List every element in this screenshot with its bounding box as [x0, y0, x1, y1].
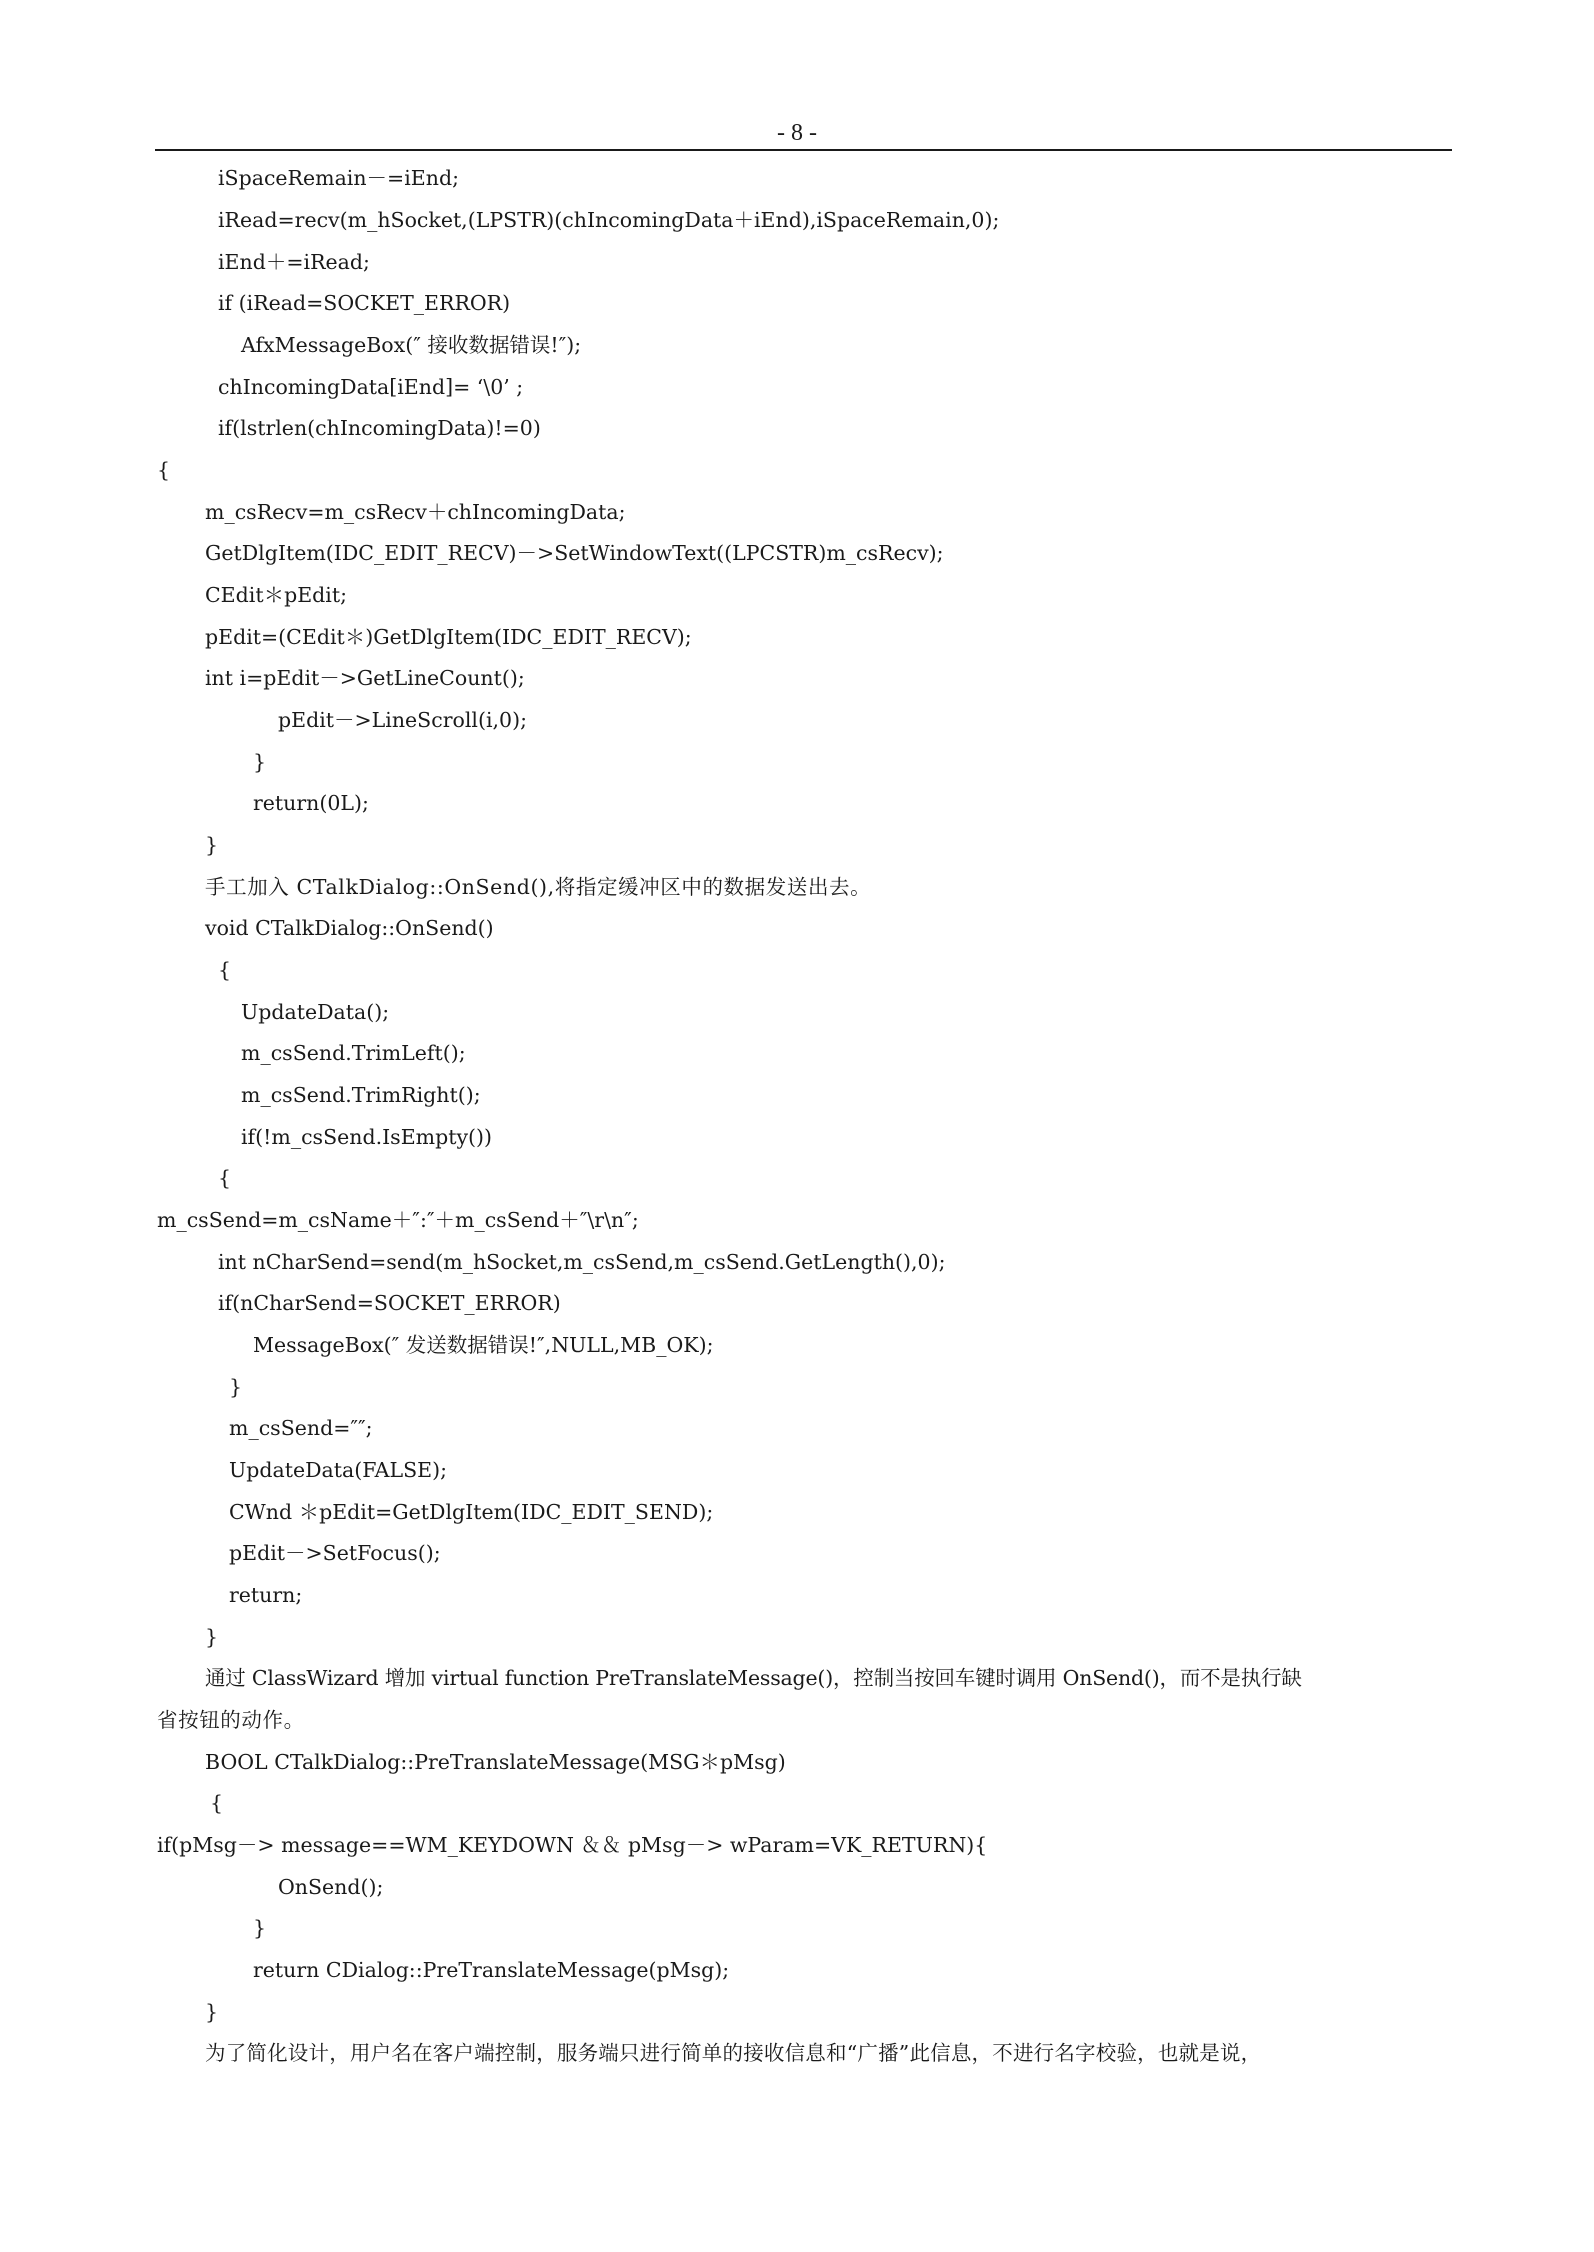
code-line: iRead=recv(m_hSocket,(LPSTR)(chIncomingData＋iEnd),iSpaceRemain,0); — [218, 208, 1000, 232]
code-line: } — [205, 1625, 219, 1649]
code-line: pEdit－>SetFocus(); — [229, 1541, 441, 1565]
code-line: m_csSend=m_csName＋″:″＋m_csSend＋″\r\n″; — [157, 1208, 639, 1232]
code-line: iEnd＋=iRead; — [218, 250, 370, 274]
code-line: m_csSend=″″; — [229, 1416, 373, 1440]
code-line: OnSend(); — [278, 1875, 384, 1899]
code-line: } — [205, 833, 219, 857]
code-line: if(pMsg－> message==WM_KEYDOWN ＆＆ pMsg－> wParam=VK_RETURN){ — [157, 1833, 988, 1857]
code-line: } — [205, 2000, 219, 2024]
code-line: iSpaceRemain－=iEnd; — [218, 166, 459, 190]
code-line: m_csRecv=m_csRecv＋chIncomingData; — [205, 500, 626, 524]
code-line: { — [218, 1166, 232, 1190]
code-line: if(lstrlen(chIncomingData)!=0) — [218, 416, 541, 440]
code-line: void CTalkDialog::OnSend() — [205, 916, 494, 940]
code-line: UpdateData(); — [241, 1000, 390, 1024]
code-line: BOOL CTalkDialog::PreTranslateMessage(MSG＊pMsg) — [205, 1750, 786, 1774]
code-line: UpdateData(FALSE); — [229, 1458, 448, 1482]
code-line: { — [157, 458, 171, 482]
code-line: } — [253, 1916, 267, 1940]
code-line: CEdit＊pEdit; — [205, 583, 347, 607]
code-line: } — [229, 1375, 243, 1399]
code-line: m_csSend.TrimLeft(); — [241, 1041, 466, 1065]
header-rule — [155, 149, 1452, 151]
code-line: { — [218, 958, 232, 982]
paragraph-line: 为了简化设计，用户名在客户端控制，服务端只进行简单的接收信息和“广播”此信息，不进行名字校验，也就是说， — [205, 2041, 1262, 2065]
page-number: - 8 - — [777, 120, 817, 146]
code-line: } — [253, 750, 267, 774]
paragraph-line: 手工加入 CTalkDialog::OnSend(),将指定缓冲区中的数据发送出去。 — [205, 875, 872, 899]
code-line: m_csSend.TrimRight(); — [241, 1083, 481, 1107]
code-line: pEdit－>LineScroll(i,0); — [278, 708, 527, 732]
code-line: if (iRead=SOCKET_ERROR) — [218, 291, 511, 315]
code-line: chIncomingData[iEnd]= ‘\0’ ; — [218, 375, 524, 399]
code-line: return(0L); — [253, 791, 369, 815]
code-line: pEdit=(CEdit＊)GetDlgItem(IDC_EDIT_RECV); — [205, 625, 692, 649]
paragraph-line: 通过 ClassWizard 增加 virtual function PreTranslateMessage()，控制当按回车键时调用 OnSend()，而不是执行缺 — [205, 1666, 1302, 1690]
code-line: if(nCharSend=SOCKET_ERROR) — [218, 1291, 561, 1315]
code-line: return CDialog::PreTranslateMessage(pMsg); — [253, 1958, 730, 1982]
code-line: return; — [229, 1583, 303, 1607]
code-line: GetDlgItem(IDC_EDIT_RECV)－>SetWindowText((LPCSTR)m_csRecv); — [205, 541, 944, 565]
code-line: AfxMessageBox(″ 接收数据错误!″); — [241, 333, 582, 357]
code-line: if(!m_csSend.IsEmpty()) — [241, 1125, 493, 1149]
code-line: int nCharSend=send(m_hSocket,m_csSend,m_csSend.GetLength(),0); — [218, 1250, 946, 1274]
code-line: int i=pEdit－>GetLineCount(); — [205, 666, 525, 690]
paragraph-line: 省按钮的动作。 — [157, 1708, 305, 1732]
code-line: MessageBox(″ 发送数据错误!″,NULL,MB_OK); — [253, 1333, 714, 1357]
code-line: { — [210, 1791, 224, 1815]
code-line: CWnd ＊pEdit=GetDlgItem(IDC_EDIT_SEND); — [229, 1500, 714, 1524]
